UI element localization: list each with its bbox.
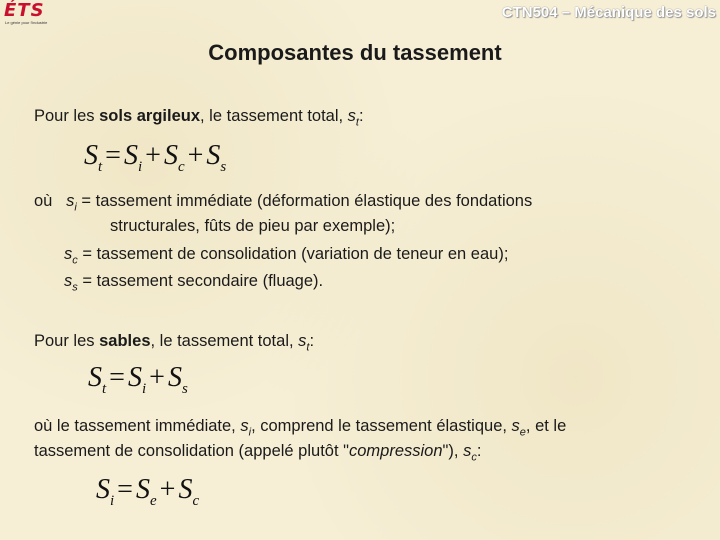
equation-total-clay: $S_t = S_i + S_c + S_s$ [84,140,227,175]
clay-def-secondary: $s_s$ = tassement secondaire (fluage). [64,272,324,294]
sand-line-2: tassement de consolidation (appelé plutôt "compression"), $s_c$: [34,442,482,464]
course-title: CTN504 – Mécanique des sols [501,4,716,21]
ets-logo [4,2,74,24]
slide-title: Composantes du tassement [208,40,502,65]
clay-def-immediate: où $s_i$ = tassement immédiate (déformation élastique des fondations [34,192,533,214]
clay-def-consolidation: $s_c$ = tassement de consolidation (variation de teneur en eau); [64,245,509,267]
sand-line-1: où le tassement immédiate, $s_i$, comprend le tassement élastique, $s_e$, et le [34,417,567,439]
equation-immediate-sand: $S_i = S_e + S_c$ [96,474,200,509]
logo-text: ÉTS [4,0,45,21]
sand-intro: Pour les sables, le tassement total, $s_t$: [34,332,315,354]
clay-intro: Pour les sols argileux, le tassement total, $s_t$: [34,107,364,129]
logo-subtitle: Le génie pour l'industrie [5,20,48,25]
clay-def-immediate-cont: structurales, fûts de pieu par exemple); [110,217,396,235]
equation-total-sand: $S_t = S_i + S_s$ [88,362,188,397]
